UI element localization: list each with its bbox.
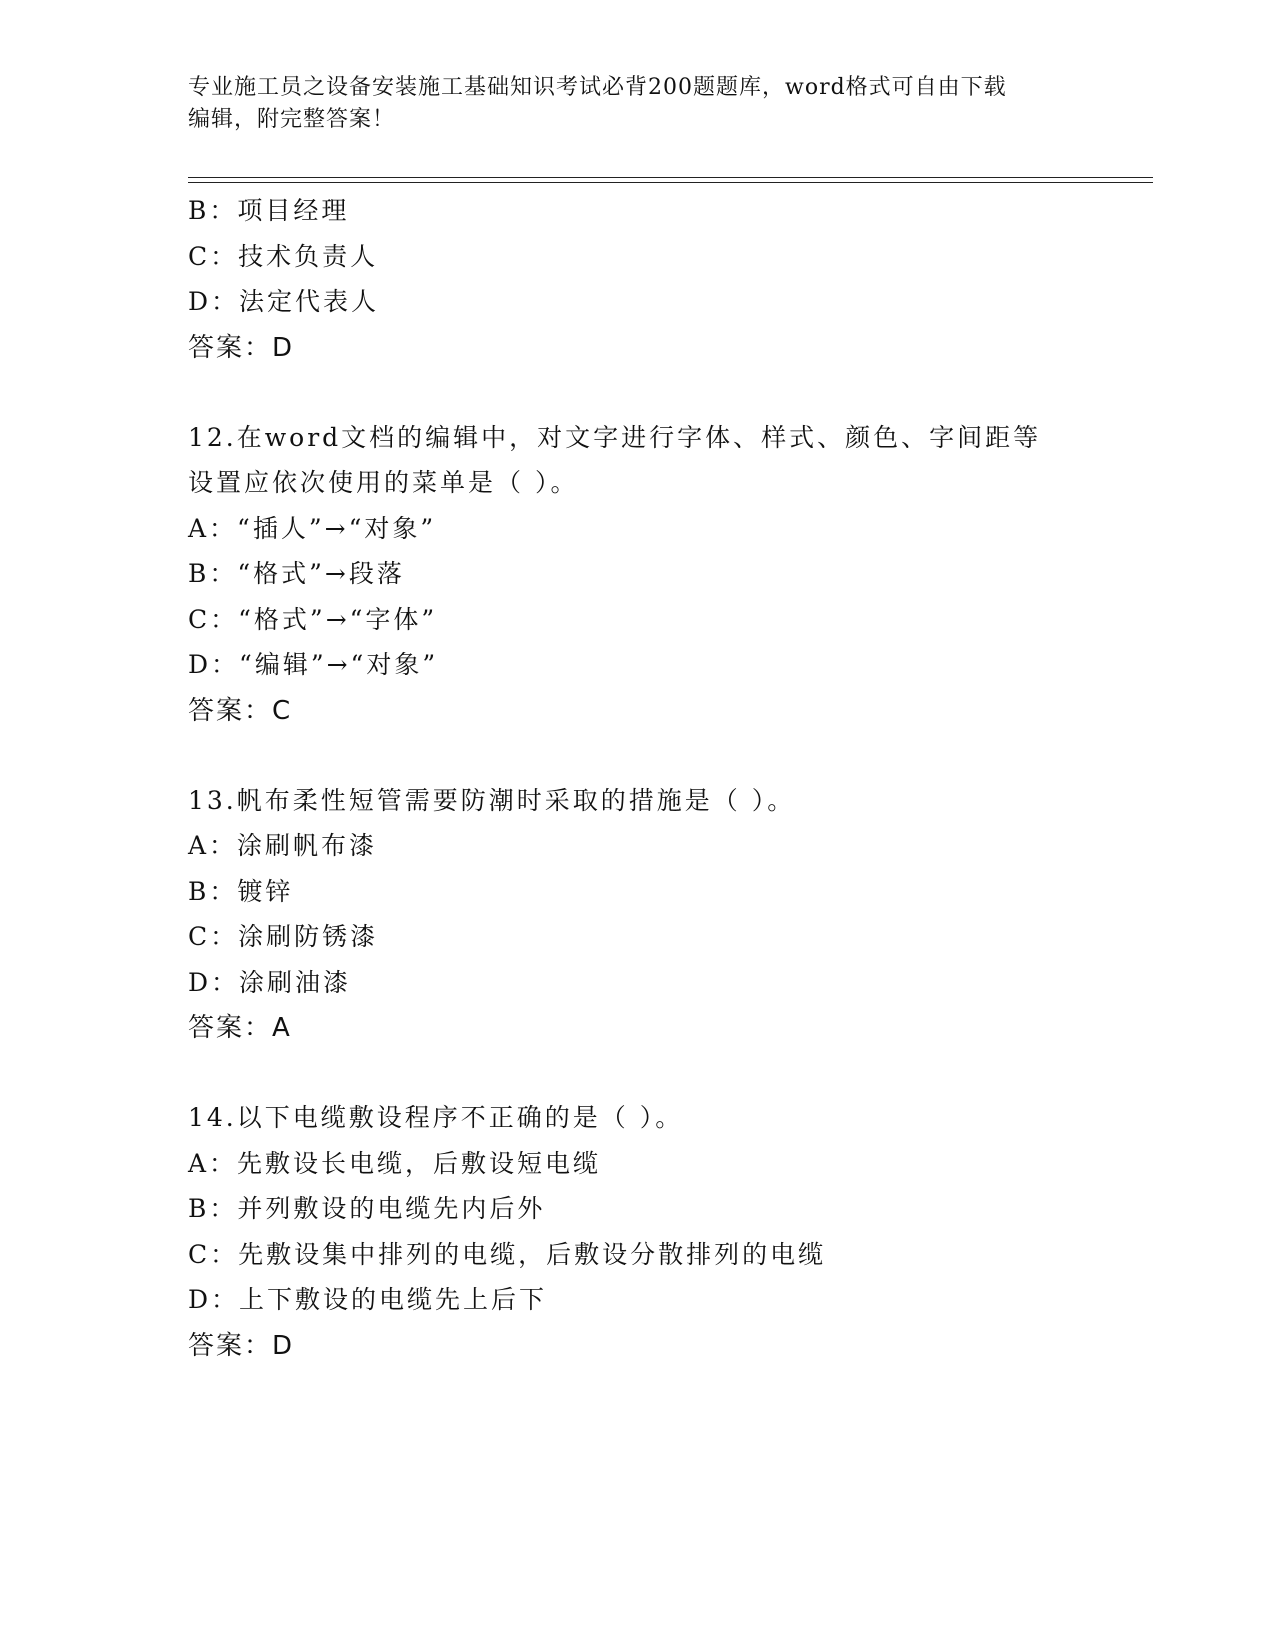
- option-d: D：“编辑”→“对象”: [188, 650, 439, 679]
- question-text: 设置应依次使用的菜单是（ ）。: [188, 468, 579, 497]
- option-a: A：先敷设长电缆，后敷设短电缆: [188, 1148, 602, 1178]
- question-text: 12.在word文档的编辑中，对文字进行字体、样式、颜色、字间距等: [188, 422, 1042, 452]
- spacer: [188, 371, 1118, 415]
- question-13: [188, 778, 1118, 1052]
- option-b: B：镀锌: [188, 876, 294, 906]
- answer: 答案：D: [188, 332, 295, 363]
- option-d: D：法定代表人: [188, 287, 380, 316]
- option-c: C：技术负责人: [188, 241, 379, 271]
- header-divider-bottom: [188, 182, 1153, 183]
- header-divider-top: [188, 177, 1153, 178]
- answer: 答案：D: [188, 1330, 295, 1361]
- option-a: A：“插人”→“对象”: [188, 513, 437, 543]
- option-a: A：涂刷帆布漆: [188, 831, 378, 860]
- question-content: [188, 188, 1118, 1369]
- header-title-line-1: 专业施工员之设备安装施工基础知识考试必背200题题库，word格式可自由下载: [188, 75, 1007, 100]
- spacer: [188, 734, 1118, 778]
- question-11-continued: [188, 188, 1118, 371]
- question-text: 13.帆布柔性短管需要防潮时采取的措施是（ ）。: [188, 785, 796, 815]
- answer: 答案：A: [188, 1013, 292, 1043]
- document-header: [188, 72, 1068, 136]
- question-12: [188, 415, 1118, 734]
- option-b: B：并列敷设的电缆先内后外: [188, 1194, 546, 1223]
- spacer: [188, 1051, 1118, 1095]
- option-d: D：涂刷油漆: [188, 967, 352, 997]
- answer: 答案：C: [188, 695, 293, 726]
- option-b: B：“格式”→段落: [188, 559, 405, 588]
- header-title-line-2: 编辑，附完整答案！: [188, 107, 396, 132]
- option-b: B：项目经理: [188, 196, 350, 225]
- question-text: 14.以下电缆敷设程序不正确的是（ ）。: [188, 1103, 684, 1132]
- option-c: C：涂刷防锈漆: [188, 922, 379, 951]
- option-c: C：先敷设集中排列的电缆，后敷设分散排列的电缆: [188, 1239, 827, 1269]
- option-c: C：“格式”→“字体”: [188, 604, 438, 634]
- question-14: [188, 1095, 1118, 1369]
- option-d: D：上下敷设的电缆先上后下: [188, 1285, 548, 1314]
